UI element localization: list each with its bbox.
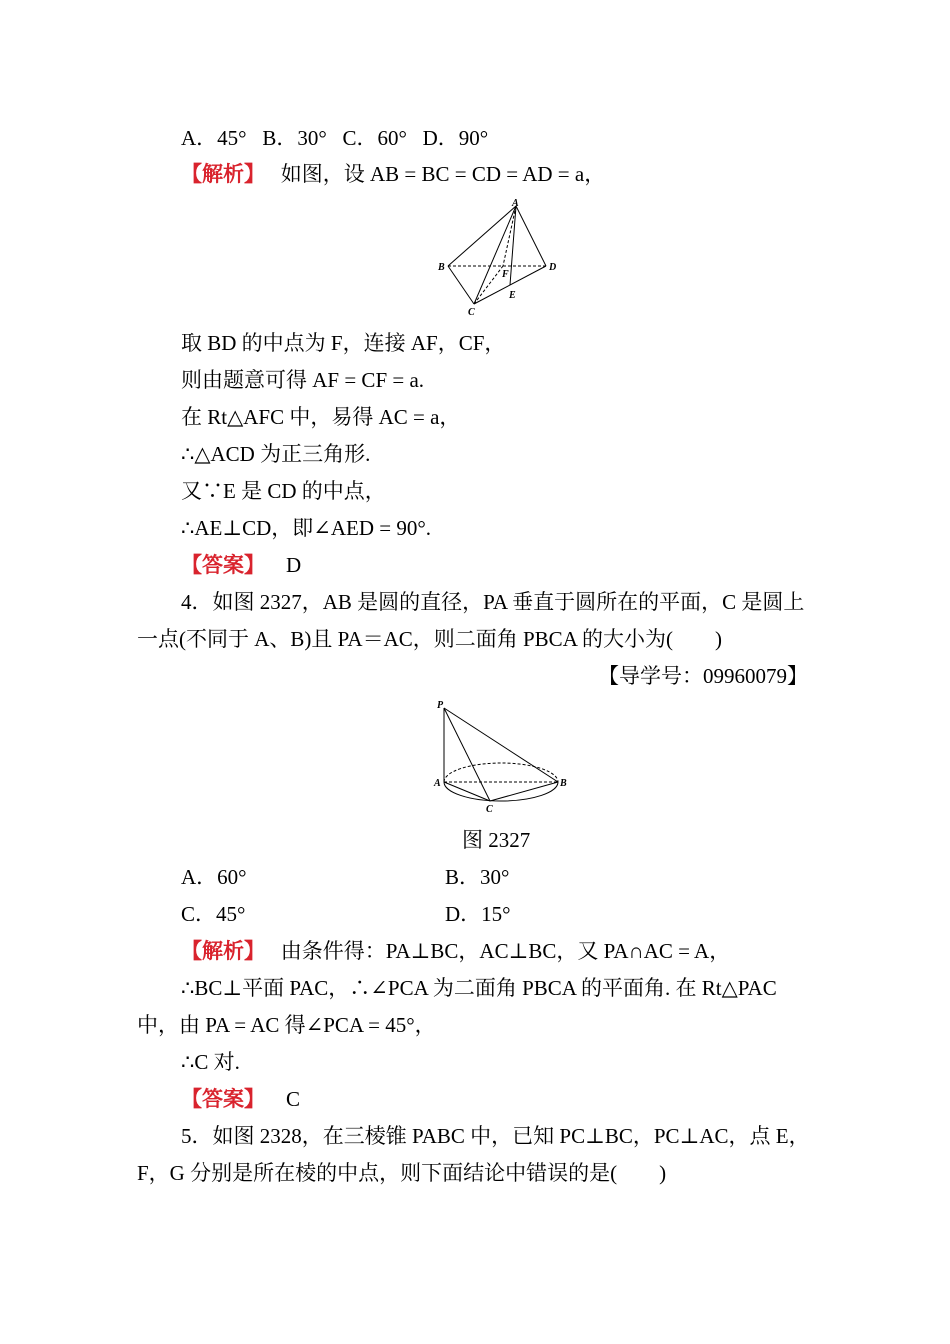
q4-guide-number: 【导学号：09960079】: [598, 664, 808, 688]
q4-label-c: C: [486, 804, 493, 815]
q4-option-c: C．45°: [181, 902, 246, 926]
q3-option-a: A．45°: [181, 126, 247, 150]
q5-stem-line-2: F，G 分别是所在棱的中点，则下面结论中错误的是( ): [137, 1161, 667, 1185]
q4-circle-figure: [428, 698, 573, 820]
q4-jiexi-line: [181, 937, 730, 965]
q4-option-a: A．60°: [181, 865, 247, 889]
q3-label-a: A: [512, 198, 519, 209]
q3-step-1: 取 BD 的中点为 F，连接 AF，CF，: [181, 331, 506, 355]
q4-label-p: P: [437, 700, 444, 711]
q4-jiexi-text: 由条件得：PA⊥BC，AC⊥BC，又 PA∩AC = A，: [280, 939, 731, 963]
q3-step-4: ∴△ACD 为正三角形.: [181, 442, 371, 466]
q3-label-b: B: [438, 262, 445, 273]
q3-label-e: E: [509, 290, 516, 301]
q3-step-6: ∴AE⊥CD，即∠AED = 90°.: [181, 516, 432, 540]
q3-options: [181, 124, 488, 152]
q3-label-c: C: [468, 307, 475, 318]
q3-label-d: D: [549, 262, 557, 273]
q4-figure-caption: 图 2327: [462, 828, 531, 852]
q3-answer-line: [181, 551, 301, 579]
q5-stem-line-1: 5．如图 2328，在三棱锥 PABC 中，已知 PC⊥BC，PC⊥AC，点 E，: [181, 1124, 810, 1148]
q4-label-b: B: [560, 778, 567, 789]
q4-jiexi-line-3: 中，由 PA = AC 得∠PCA = 45°，: [137, 1013, 436, 1037]
q4-jiexi-tag: 【解析】: [181, 939, 265, 963]
q4-jiexi-line-4: ∴C 对.: [181, 1050, 240, 1074]
q3-step-5: 又∵E 是 CD 的中点，: [181, 479, 386, 503]
q3-answer-tag: 【答案】: [181, 553, 265, 577]
q3-step-3: 在 Rt△AFC 中，易得 AC = a，: [181, 405, 461, 429]
q4-answer-tag: 【答案】: [181, 1087, 265, 1111]
q3-tetrahedron-figure: [430, 196, 565, 320]
q4-option-b: B．30°: [445, 865, 510, 889]
q3-jiexi-tag: 【解析】: [181, 162, 265, 186]
q3-option-d: D．90°: [422, 126, 489, 150]
q4-option-d: D．15°: [445, 902, 511, 926]
q3-answer: D: [286, 553, 302, 577]
q3-option-b: B．30°: [262, 126, 327, 150]
q4-label-a: A: [434, 778, 441, 789]
q4-answer: C: [286, 1087, 301, 1111]
q4-stem-line-1: 4．如图 2327，AB 是圆的直径，PA 垂直于圆所在的平面，C 是圆上: [181, 590, 805, 614]
q3-label-f: F: [502, 269, 509, 280]
q4-answer-line: [181, 1085, 300, 1113]
q3-option-c: C．60°: [342, 126, 407, 150]
q3-jiexi-text: 如图，设 AB = BC = CD = AD = a，: [280, 162, 606, 186]
q4-stem-line-2: 一点(不同于 A、B)且 PA＝AC，则二面角 PBCA 的大小为( ): [137, 627, 722, 651]
q4-jiexi-line-2: ∴BC⊥平面 PAC，∴∠PCA 为二面角 PBCA 的平面角. 在 Rt△PAC: [181, 976, 777, 1000]
q3-jiexi-line: [181, 160, 605, 188]
q3-step-2: 则由题意可得 AF = CF = a.: [181, 368, 425, 392]
